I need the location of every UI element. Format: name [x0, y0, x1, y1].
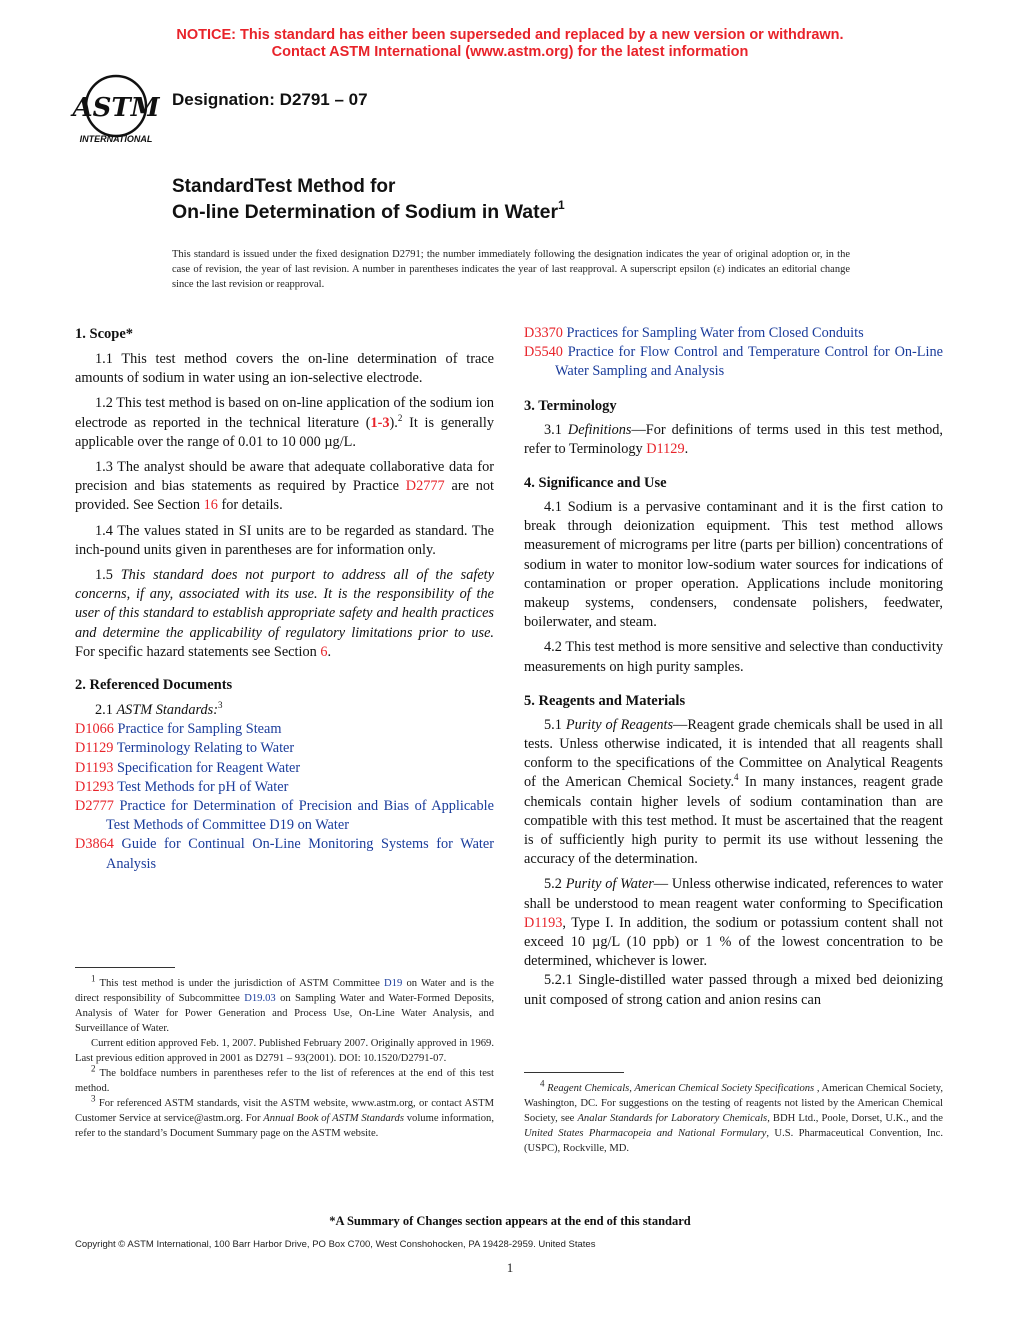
reference-item[interactable]	[75, 797, 494, 835]
reference-link-1-3[interactable]: 1-3	[370, 414, 390, 431]
reference-title[interactable]: Practice for Flow Control and Temperature Control for On-Line Water Sampling and Analysis	[555, 344, 944, 380]
footnote-rule	[75, 967, 175, 968]
link-d19-03[interactable]: D19.03	[244, 993, 276, 1004]
reference-item[interactable]	[524, 343, 943, 381]
reference-title[interactable]: Terminology Relating to Water	[116, 740, 295, 757]
reference-title[interactable]: Practices for Sampling Water from Closed Conduits	[566, 325, 864, 341]
link-d2777[interactable]: D2777	[405, 478, 445, 495]
reference-code[interactable]: D2777	[75, 798, 114, 815]
paragraph-5-2: 5.2 Purity of Water— Unless otherwise indicated, references to water shall be understood to mean reagent water conforming to Specification D1193, Type I. In addition, the sodium or potassium content shall not exceed 10 µg/L (10 ppb) or 1 % of the lowest concentration to be determined, whichever is lower.	[524, 876, 944, 970]
paragraph-4-2: 4.2 This test method is more sensitive and selective than conductivity measurements on high purity samples.	[524, 639, 943, 675]
paragraph-1-3: 1.3 The analyst should be aware that adequate collaborative data for precision and bias statements as required by Practice D2777 are not provided. See Section 16 for details.	[75, 459, 495, 514]
left-column	[75, 324, 494, 874]
astm-logo	[70, 72, 162, 144]
notice-line-1: NOTICE: This standard has either been superseded and replaced by a new version or withdrawn.	[176, 27, 844, 43]
reference-code[interactable]: D1066	[75, 721, 114, 738]
paragraph-3-1: 3.1 Definitions—For definitions of terms used in this test method, refer to Terminology D1129.	[524, 421, 943, 457]
reference-item[interactable]	[75, 739, 494, 758]
link-d19[interactable]: D19	[384, 978, 403, 989]
page-number: 1	[506, 1260, 514, 1275]
copyright: Copyright © ASTM International, 100 Barr Harbor Drive, PO Box C700, West Conshohocken, PA 19428-2959. United States	[75, 1239, 596, 1250]
paragraph-1-4: 1.4 The values stated in SI units are to be regarded as standard. The inch-pound units given in parentheses are for information only.	[75, 522, 494, 558]
section-heading-reagents: 5. Reagents and Materials	[524, 692, 686, 709]
reference-title[interactable]: Test Methods for pH of Water	[117, 778, 289, 795]
footnote-4: $^4$ Reagent Chemicals, American Chemical Society Specifications , American Chemical Society, Washington, DC. For suggestions on the testing of reagents not listed by the American Chemical Society, see Analar Standards for Laboratory Chemicals, BDH Ltd., Poole, Dorset, U.K., and the United States Pharmacopeia and National Formulary, U.S. Pharmaceutical Convention, Inc. (USPC), Rockville, MD.	[524, 1078, 944, 1154]
reference-item[interactable]	[75, 835, 494, 873]
reference-title[interactable]: Specification for Reagent Water	[116, 759, 301, 776]
footnote-2: $^2$ The boldface numbers in parentheses refer to the list of references at the end of this test method.	[75, 1063, 494, 1094]
document-title	[172, 175, 565, 225]
reference-title[interactable]: Guide for Continual On-Line Monitoring Systems for Water Analysis	[106, 836, 495, 872]
footnote-3: $^3$ For referenced ASTM standards, visit the ASTM website, www.astm.org, or contact ASTM Customer Service at service@astm.org. For Annual Book of ASTM Standards volume information, refer to the standard’s Document Summary page on the ASTM website.	[75, 1093, 494, 1139]
reference-code[interactable]: D1193	[75, 759, 114, 776]
section-heading-referenced: 2. Referenced Documents	[75, 677, 233, 694]
title-line-2: On-line Determination of Sodium in Water	[172, 201, 559, 223]
reference-code[interactable]: D3370	[524, 325, 563, 341]
paragraph-2-1: 2.1 ASTM Standards:$^3$	[95, 700, 223, 719]
designation: Designation: D2791 – 07	[172, 90, 368, 109]
link-section-6[interactable]: 6	[320, 643, 328, 660]
withdrawn-notice	[0, 27, 1020, 61]
reference-title[interactable]: Practice for Sampling Steam	[117, 721, 282, 738]
reference-title[interactable]: Practice for Determination of Precision and Bias of Applicable Test Methods of Committee D19 on Water	[106, 798, 494, 834]
footnote-rule	[524, 1072, 624, 1073]
link-section-16[interactable]: 16	[203, 497, 218, 514]
paragraph-1-1: 1.1 This test method covers the on-line determination of trace amounts of sodium in water using an ion-selective electrode.	[75, 351, 494, 387]
reference-item[interactable]	[75, 778, 494, 797]
paragraph-5-2-1: 5.2.1 Single-distilled water passed through a mixed bed deionizing unit composed of strong cation and anion resins can	[524, 972, 943, 1008]
section-heading-terminology: 3. Terminology	[524, 397, 617, 414]
logo-text: ASTM	[72, 93, 160, 123]
issuance-statement: This standard is issued under the fixed designation D2791; the number immediately following the designation indicates the year of original adoption or, in the case of revision, the year of last revision. A number in parentheses indicates the year of last reapproval. A superscript epsilon (ε) indicates an editorial change since the last revision or reapproval.	[172, 249, 850, 290]
reference-item[interactable]	[524, 324, 943, 343]
paragraph-1-2: 1.2 This test method is based on on-line application of the sodium ion electrode as reported in the technical literature (1-3).$^2$ It is generally applicable over the range of 0.01 to 10 000 µg/L.	[75, 395, 494, 450]
footnotes-left	[75, 973, 494, 1141]
section-heading-scope: 1. Scope*	[75, 326, 133, 342]
notice-line-2: Contact ASTM International (www.astm.org) for the latest information	[271, 44, 749, 60]
footnote-1: $^1$ This test method is under the jurisdiction of ASTM Committee D19 on Water and is the direct responsibility of Subcommittee D19.03 on Sampling Water and Water-Formed Deposits, Analysis of Water for Power Generation and Process Use, On-Line Water Analysis, and Surveillance of Water.	[75, 973, 494, 1034]
reference-code[interactable]: D1293	[75, 778, 114, 795]
footnotes-right	[524, 1078, 944, 1156]
paragraph-1-5: 1.5 This standard does not purport to address all of the safety concerns, if any, associated with its use. It is the responsibility of the user of this standard to establish appropriate safety and health practices and determine the applicability of regulatory limitations prior to use. For specific hazard statements see Section 6.	[75, 567, 494, 660]
title-footnote-mark: 1	[558, 197, 565, 212]
logo-subtext: INTERNATIONAL	[79, 134, 153, 144]
reference-code[interactable]: D3864	[75, 836, 114, 853]
reference-code[interactable]: D5540	[524, 344, 563, 361]
right-column	[524, 324, 943, 1010]
paragraph-5-1: 5.1 Purity of Reagents—Reagent grade chemicals shall be used in all tests. Unless otherwise indicated, it is intended that all reagents shall conform to the specifications of the Committee on Analytical Reagents of the American Chemical Society.$^4$ In many instances, reagent grade chemicals contain higher levels of sodium contamination than are compatible with this test method. It must be ascertained that the reagent is of sufficiently high purity to permit its use without lessening the accuracy of the determination.	[524, 716, 943, 868]
footnote-1-edition: Current edition approved Feb. 1, 2007. Published February 2007. Originally approved in 1969. Last previous edition approved in 2001 as D2791 – 93(2001). DOI: 10.1520/D2791-07.	[75, 1038, 494, 1064]
link-d1193[interactable]: D1193	[524, 914, 563, 931]
reference-item[interactable]	[75, 759, 494, 778]
paragraph-4-1: 4.1 Sodium is a pervasive contaminant and it is the first cation to break through deionization equipment. This test method allows measurement of micrograms per litre (parts per billion) concentrations of sodium in water to monitor low-sodium water sources for indications of contamination or proper operation. Applications include monitoring makeup systems, condensers, condensate polishers, feedwater, boilerwater, and steam.	[524, 499, 943, 631]
reference-code[interactable]: D1129	[75, 740, 114, 757]
section-heading-significance: 4. Significance and Use	[524, 475, 667, 492]
title-line-1: StandardTest Method for	[172, 176, 396, 197]
reference-item[interactable]	[75, 720, 494, 739]
summary-of-changes-note: *A Summary of Changes section appears at the end of this standard	[329, 1214, 691, 1228]
link-d1129[interactable]: D1129	[646, 440, 685, 457]
